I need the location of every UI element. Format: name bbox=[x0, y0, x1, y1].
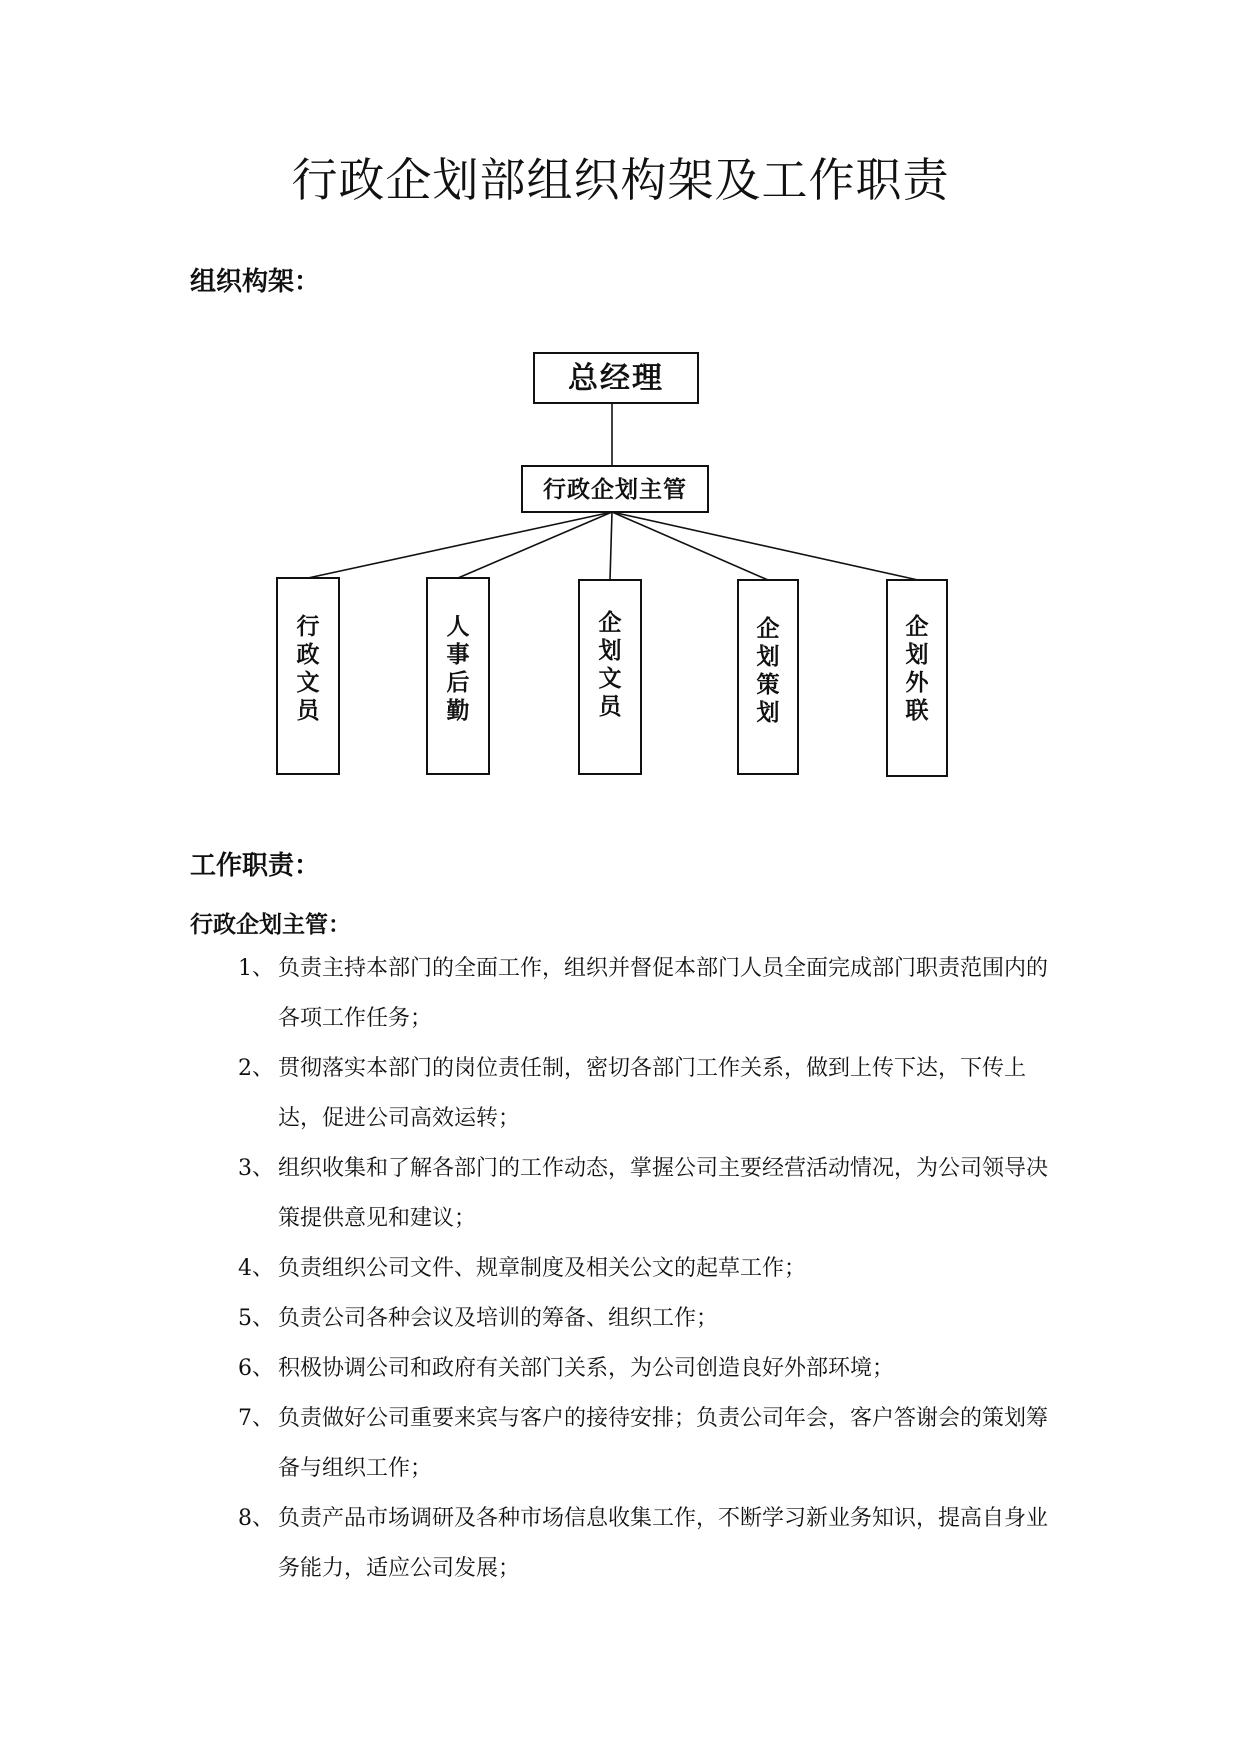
duty-text: 贯彻落实本部门的岗位责任制，密切各部门工作关系，做到上传下达，下传上达，促进公司高效运转； bbox=[278, 1056, 1027, 1131]
org-child-1-char-2: 政 bbox=[296, 642, 320, 668]
duty-section-heading: 工作职责： bbox=[190, 851, 321, 881]
org-chart bbox=[0, 0, 1241, 820]
duty-number: 1、 bbox=[238, 956, 274, 981]
org-child-4-char-3: 策 bbox=[756, 672, 780, 698]
connector-child-1 bbox=[308, 512, 612, 578]
duty-number: 2、 bbox=[238, 1056, 274, 1081]
connector-child-3 bbox=[610, 512, 612, 580]
duty-item bbox=[0, 944, 1241, 1044]
duty-number: 4、 bbox=[238, 1256, 274, 1281]
duty-list bbox=[0, 944, 1241, 1594]
org-child-2-char-4: 勤 bbox=[446, 698, 470, 724]
org-child-5-char-1: 企 bbox=[905, 614, 929, 640]
duty-item bbox=[0, 1144, 1241, 1244]
org-box-general-manager-label: 总经理 bbox=[568, 361, 664, 396]
org-child-4-char-2: 划 bbox=[756, 644, 780, 670]
org-child-2-char-2: 事 bbox=[446, 642, 470, 668]
duty-text: 负责公司各种会议及培训的筹备、组织工作； bbox=[278, 1306, 719, 1331]
duty-text: 积极协调公司和政府有关部门关系，为公司创造良好外部环境； bbox=[278, 1356, 895, 1381]
org-child-3-char-4: 员 bbox=[598, 694, 622, 720]
duty-text: 组织收集和了解各部门的工作动态，掌握公司主要经营活动情况，为公司领导决策提供意见和建议； bbox=[278, 1156, 1049, 1231]
org-box-supervisor-label: 行政企划主管 bbox=[543, 477, 687, 503]
role-heading: 行政企划主管： bbox=[190, 912, 351, 938]
duty-number: 8、 bbox=[238, 1506, 274, 1531]
org-child-4-char-4: 划 bbox=[756, 700, 780, 726]
org-child-5-char-3: 外 bbox=[905, 670, 929, 696]
org-child-3-char-2: 划 bbox=[598, 638, 622, 664]
org-child-3-char-3: 文 bbox=[598, 666, 622, 692]
org-child-2-char-3: 后 bbox=[446, 670, 470, 696]
duty-item bbox=[0, 1344, 1241, 1394]
duty-number: 3、 bbox=[238, 1156, 274, 1181]
duty-item bbox=[0, 1294, 1241, 1344]
org-child-3-char-1: 企 bbox=[598, 610, 622, 636]
duty-item bbox=[0, 1494, 1241, 1594]
org-child-2-char-1: 人 bbox=[446, 614, 470, 640]
org-child-4-char-1: 企 bbox=[756, 616, 780, 642]
org-section-heading: 组织构架： bbox=[190, 267, 321, 297]
org-child-1-char-3: 文 bbox=[296, 670, 320, 696]
duty-item bbox=[0, 1044, 1241, 1144]
page-title: 行政企划部组织构架及工作职责 bbox=[291, 153, 950, 207]
duty-number: 5、 bbox=[238, 1306, 274, 1331]
duty-text: 负责主持本部门的全面工作，组织并督促本部门人员全面完成部门职责范围内的各项工作任务； bbox=[278, 956, 1049, 1031]
duty-text: 负责组织公司文件、规章制度及相关公文的起草工作； bbox=[278, 1256, 807, 1281]
org-child-1-char-1: 行 bbox=[296, 614, 320, 640]
duty-number: 6、 bbox=[238, 1356, 274, 1381]
duty-number: 7、 bbox=[238, 1406, 274, 1431]
org-child-5-char-4: 联 bbox=[905, 698, 929, 724]
duty-text: 负责做好公司重要来宾与客户的接待安排；负责公司年会，客户答谢会的策划筹备与组织工作； bbox=[278, 1406, 1049, 1481]
connector-child-5 bbox=[612, 512, 918, 580]
org-child-1-char-4: 员 bbox=[296, 698, 320, 724]
connector-child-4 bbox=[612, 512, 768, 580]
connector-child-2 bbox=[458, 512, 612, 578]
duty-text: 负责产品市场调研及各种市场信息收集工作，不断学习新业务知识，提高自身业务能力，适应公司发展； bbox=[278, 1506, 1049, 1581]
duty-item bbox=[0, 1394, 1241, 1494]
duty-item bbox=[0, 1244, 1241, 1294]
org-child-5-char-2: 划 bbox=[905, 642, 929, 668]
